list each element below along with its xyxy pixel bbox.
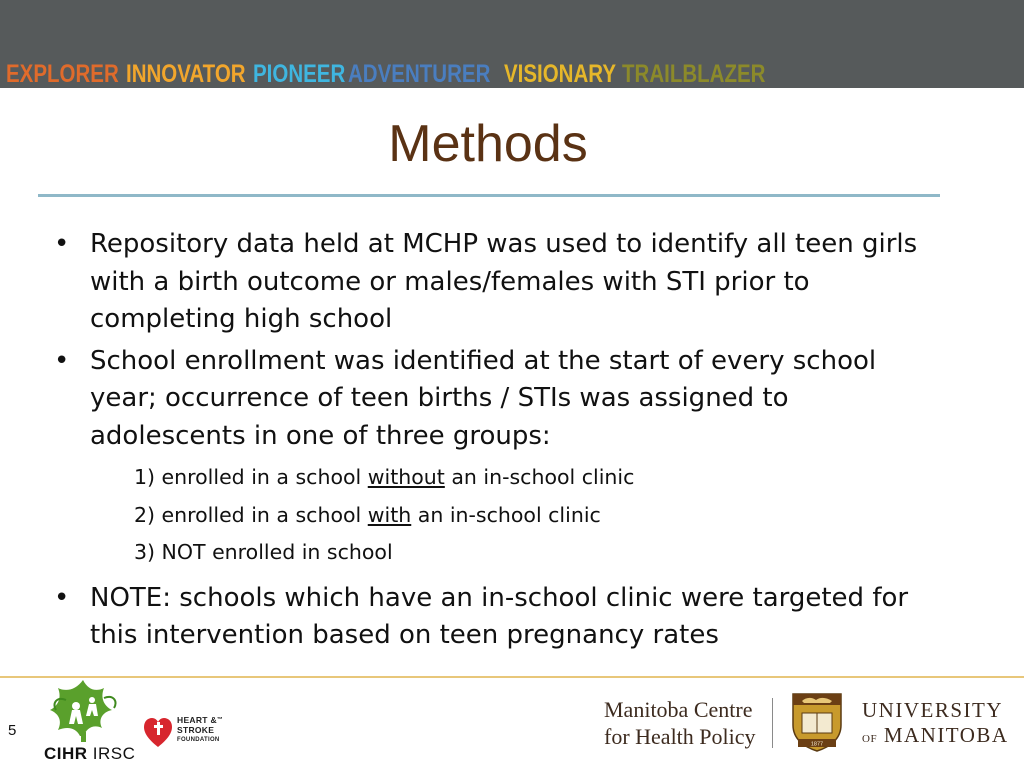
group-list	[50, 459, 950, 572]
bullet-text: NOTE: schools which have an in-school clinic were targeted for this intervention based on teen pregnancy rates	[90, 582, 909, 650]
slide-content	[50, 226, 950, 659]
hsf-trademark: ™	[216, 717, 224, 723]
page-number: 5	[8, 722, 17, 739]
cihr-abbrev: CIHR	[44, 744, 88, 763]
bullet-marker: •	[54, 345, 70, 376]
heart-and-stroke-text	[177, 715, 223, 745]
hsf-line: STROKE	[177, 725, 215, 735]
header-banner	[0, 0, 1024, 88]
university-crest-icon	[790, 691, 844, 753]
cihr-logo-text	[44, 744, 135, 764]
group-item	[50, 459, 950, 497]
title-divider	[38, 194, 940, 197]
footer-divider	[0, 676, 1024, 678]
banner-word-adventurer: ADVENTURER	[347, 60, 491, 88]
bullet-item	[50, 343, 950, 456]
banner-word-trailblazer: TRAILBLAZER	[622, 60, 766, 88]
bullet-item	[50, 226, 950, 339]
hsf-line: HEART &	[177, 715, 217, 725]
university-of: OF	[862, 733, 878, 745]
group-suffix: an in-school clinic	[444, 465, 635, 489]
group-item	[50, 534, 950, 572]
banner-word-pioneer: PIONEER	[253, 60, 346, 88]
bullet-item	[50, 580, 950, 655]
mchp-logo-text	[604, 696, 756, 750]
bullet-text: Repository data held at MCHP was used to identify all teen girls with a birth outcome or males/females with STI prior to completing high school	[90, 229, 918, 334]
logo-divider	[772, 698, 773, 748]
irsc-abbrev: IRSC	[92, 744, 136, 763]
banner-word-innovator: INNOVATOR	[125, 60, 246, 88]
group-emphasis: without	[367, 465, 445, 489]
bullet-marker: •	[54, 229, 70, 259]
university-logo-text	[862, 698, 1009, 752]
group-prefix: 3) NOT enrolled in school	[134, 540, 393, 564]
slide-title: Methods	[388, 115, 588, 173]
hsf-line: FOUNDATION	[177, 737, 220, 743]
banner-word-visionary: VISIONARY	[503, 60, 616, 88]
university-name: MANITOBA	[883, 723, 1009, 747]
mchp-line: Manitoba Centre	[604, 697, 753, 722]
banner-words	[6, 56, 773, 88]
banner-word-explorer: EXPLORER	[6, 60, 119, 88]
group-prefix: 1) enrolled in a school	[134, 465, 368, 489]
group-item	[50, 497, 950, 535]
mchp-line: for Health Policy	[604, 724, 756, 749]
bullet-marker: •	[54, 582, 70, 613]
university-line: UNIVERSITY	[862, 698, 1003, 722]
group-emphasis: with	[367, 502, 412, 527]
crest-year: 1877	[810, 741, 824, 748]
group-prefix: 2) enrolled in a school	[134, 502, 368, 527]
group-suffix: an in-school clinic	[411, 502, 601, 527]
university-line	[862, 722, 1009, 752]
bullet-text: School enrollment was identified at the start of every school year; occurrence of teen births / STIs was assigned to adolescents in one of three groups:	[90, 345, 877, 451]
